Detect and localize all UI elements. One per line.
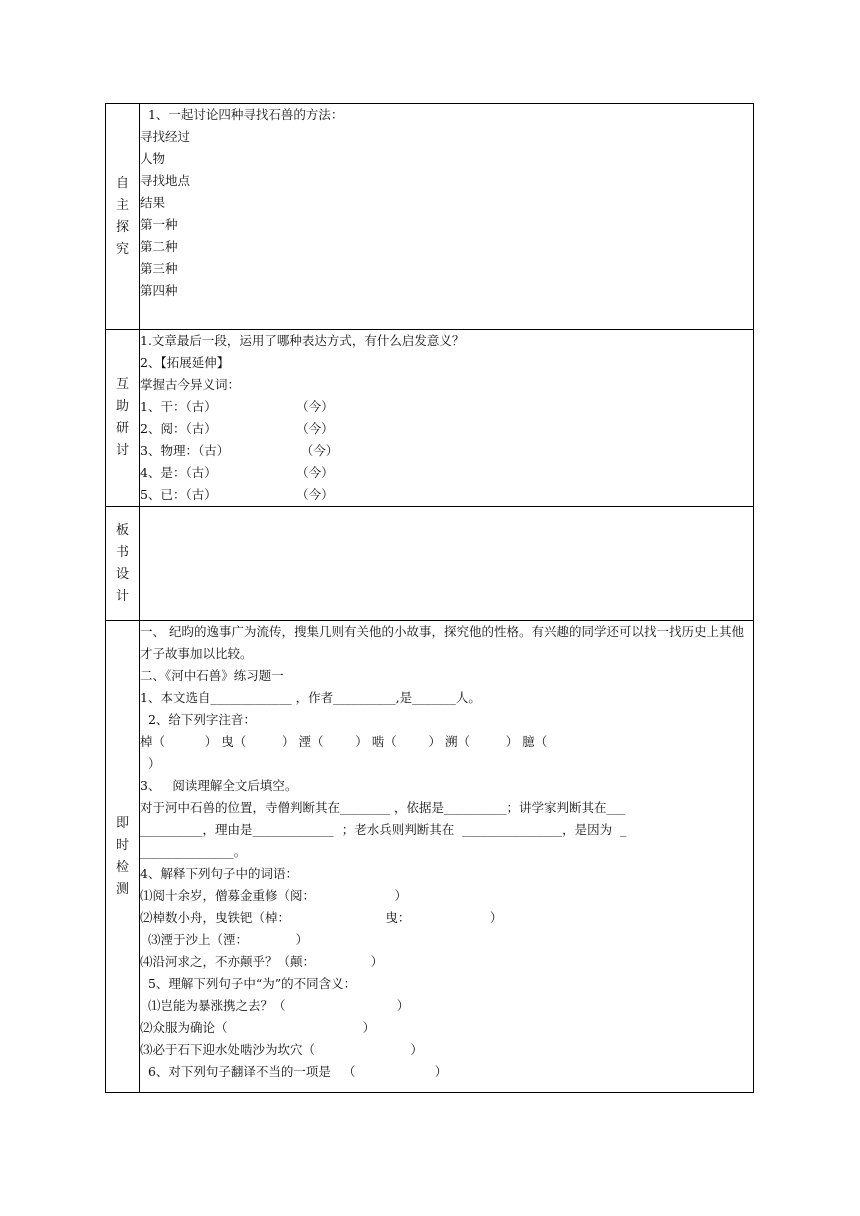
label-char: 互 xyxy=(115,377,129,392)
section-label xyxy=(106,330,140,507)
label-char: 讨 xyxy=(115,443,129,458)
section-row xyxy=(106,507,754,621)
text-line: 5、理解下列句子中“为”的不同含义： xyxy=(140,976,357,991)
text-line: ⑶必于石下迎水处啮沙为坎穴（ ） xyxy=(140,1042,423,1057)
label-char: 检 xyxy=(115,859,129,875)
text-line: 1.文章最后一段，运用了哪种表达方式，有什么启发意义？ xyxy=(140,333,465,348)
text-line: 1、干：（古） （今） xyxy=(140,399,334,414)
section-label xyxy=(106,621,140,1093)
text-line: 结果 xyxy=(140,195,166,210)
text-line: 一、 纪昀的逸事广为流传，搜集几则有关他的小故事，探究他的性格。有兴趣的同学还可以找一找历史上其他才子故事加以比较。 xyxy=(140,624,744,661)
text-line: 4、解释下列句子中的词语： xyxy=(140,866,298,881)
text-line: 5、已：（古） （今） xyxy=(140,487,334,502)
text-line: 4、是：（古） （今） xyxy=(140,465,334,480)
label-char: 测 xyxy=(115,881,129,897)
text-line: 寻找地点 xyxy=(140,173,191,188)
label-char: 即 xyxy=(115,815,129,831)
label-char: 计 xyxy=(115,588,129,604)
text-line: 寻找经过 xyxy=(140,129,191,144)
label-char: 主 xyxy=(115,197,129,213)
section-row xyxy=(106,621,754,1093)
text-line: 人物 xyxy=(140,151,166,166)
text-line: _______________。 xyxy=(140,844,247,859)
label-char: 究 xyxy=(115,241,129,257)
text-line: 1、一起讨论四种寻找石兽的方法： xyxy=(140,107,344,122)
label-char: 设 xyxy=(115,566,129,582)
text-line: 第一种 xyxy=(140,217,178,232)
label-char: 研 xyxy=(115,421,129,436)
text-line: ⑵众服为确论（ ） xyxy=(140,1020,376,1035)
label-char: 板 xyxy=(115,522,129,538)
text-line: 第三种 xyxy=(140,261,178,276)
text-line: __________，理由是_____________ ；老水兵则判断其在 ________________，是因为 _ xyxy=(140,822,627,837)
text-line: 棹（ ） 曳（ ） 湮（ ） 啮（ ） 溯（ ） 臆（ xyxy=(140,734,548,749)
section-label xyxy=(106,507,140,621)
text-line: 二、《河中石兽》练习题一 xyxy=(140,668,284,683)
label-char: 自 xyxy=(115,175,129,191)
label-char: 时 xyxy=(115,837,129,853)
text-line: ⑶湮于沙上（湮： ） xyxy=(140,932,309,947)
section-row xyxy=(106,330,754,507)
lesson-plan-table xyxy=(105,103,754,1093)
text-line: ⑴岂能为暴涨携之去？（ ） xyxy=(140,998,410,1013)
text-line: 2、给下列字注音： xyxy=(140,712,256,727)
text-line: 掌握古今异义词： xyxy=(140,377,241,392)
text-line: 第四种 xyxy=(140,283,178,298)
section-label xyxy=(106,104,140,330)
section-row xyxy=(106,104,754,330)
text-line: ） xyxy=(140,756,161,771)
text-line: ⑴阅十余岁，僧募金重修（阅： ） xyxy=(140,888,407,903)
text-line: 6、对下列句子翻译不当的一项是 （ ） xyxy=(140,1064,448,1079)
text-line: 2、阅：（古） （今） xyxy=(140,421,334,436)
text-line: 2、【拓展延伸】 xyxy=(140,355,230,370)
text-line: ⑵棹数小舟，曳铁钯（棹： 曳： ） xyxy=(140,910,503,925)
text-line: 对于河中石兽的位置，寺僧判断其在________ ，依据是__________；讲学家判断其在___ xyxy=(140,800,626,815)
label-char: 书 xyxy=(115,544,129,560)
text-line: 1、本文选自_____________ ，作者__________,是_______人。 xyxy=(140,690,481,705)
section-content xyxy=(140,104,754,330)
text-line: 第二种 xyxy=(140,239,178,254)
text-line: 3、 阅读理解全文后填空。 xyxy=(140,778,298,793)
text-line: 3、物理：（古） （今） xyxy=(140,443,339,458)
section-content xyxy=(140,507,754,621)
section-content xyxy=(140,621,754,1093)
label-char: 助 xyxy=(115,399,129,414)
text-line: ⑷沿河求之，不亦颠乎？（颠： ） xyxy=(140,954,384,969)
label-char: 探 xyxy=(115,219,129,235)
section-content xyxy=(140,330,754,507)
